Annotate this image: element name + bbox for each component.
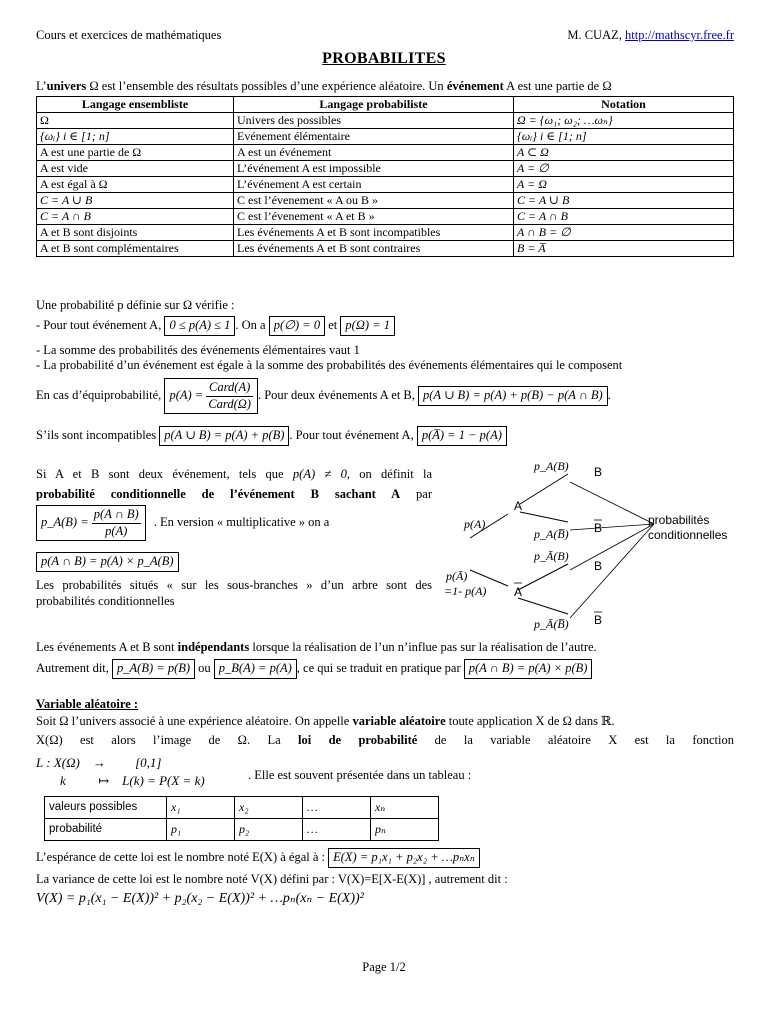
tree-label-pA-B: p_A(B) — [534, 459, 569, 473]
table-row: valeurs possibles x₁ x₂ … xₙ — [45, 797, 439, 819]
indep-box-2: p_B(A) = p(A) — [214, 659, 297, 679]
rv-heading: Variable aléatoire : — [36, 697, 139, 711]
multiplicative-box: p(A ∩ B) = p(A) × p_A(B) — [36, 552, 179, 572]
page-header — [36, 28, 734, 44]
pointer-line — [570, 524, 654, 570]
tree-label-pnotA-expr: =1- p(A) — [444, 584, 487, 598]
branch-A-B — [520, 474, 568, 504]
author-block — [567, 28, 734, 44]
col-header-ensembliste: Langage ensembliste — [37, 97, 234, 113]
union-formula-box: p(A ∪ B) = p(A) + p(B) − p(A ∩ B) — [418, 386, 608, 406]
table-row: A et B sont complémentaires Les événements A et B sont contraires B = A̅ — [37, 241, 734, 257]
table-row: A et B sont disjoints Les événements A et B sont incompatibles A ∩ B = ∅ — [37, 225, 734, 241]
expectation-line: L’espérance de cette loi est le nombre noté E(X) à égal à : E(X) = p₁x₁ + p₂x₂ + …pₙxₙ — [36, 848, 734, 868]
cond-note-1: Les probabilités situés « sur les sous-branches » d’un arbre sont des — [36, 578, 432, 592]
cond-note-2: probabilités conditionnelles — [36, 594, 175, 608]
cond-line-2: probabilité conditionnelle de l’événement B sachant A par — [36, 487, 432, 501]
table-row: {ωᵢ} i ∈ [1; n] Evénement élémentaire {ωᵢ} i ∈ [1; n] — [37, 129, 734, 145]
values-table — [44, 796, 439, 841]
universe-prob-box: p(Ω) = 1 — [340, 316, 395, 336]
variance-def: La variance de cette loi est le nombre noté V(X) défini par : V(X)=E[X-E(X)] , autrement dit : — [36, 872, 508, 886]
prob-item-1: - Pour tout événement A, 0 ≤ p(A) ≤ 1 . On a p(∅) = 0 et p(Ω) = 1 — [36, 316, 734, 336]
bound-box: 0 ≤ p(A) ≤ 1 — [164, 316, 235, 336]
branch-notA-notB — [518, 598, 568, 614]
definitions-table — [36, 96, 734, 257]
probability-tree — [436, 452, 736, 632]
prob-item-2: - La somme des probabilités des événements élémentaires vaut 1 — [36, 343, 360, 357]
page-title: PROBABILITES — [322, 50, 446, 67]
equiprob-line: En cas d’équiprobabilité, p(A) = $\frac{\text{Card(A)}}{\text{Card(Ω)}}$ . Pour deux événements A et B, p(A ∪ B) = p(A) + p(B) − p(A ∩ B) . — [36, 378, 734, 414]
table-row: A est égal à Ω L’événement A est certain A = Ω — [37, 177, 734, 193]
pointer-line — [570, 482, 654, 524]
branch-A-notB — [520, 512, 568, 522]
cond-def-line: p_A(B) = $\frac{p(A \cap B)}{p(A)}$ . En version « multiplicative » on a — [36, 505, 432, 541]
mult-line — [36, 552, 179, 572]
tree-node-B-2: B — [594, 559, 603, 573]
rv-line-1: Soit Ω l’univers associé à une expérience aléatoire. On appelle variable aléatoire toute application X de Ω dans ℝ. — [36, 714, 615, 728]
tree-label-pnotA-notB: p_Ā(B̅) — [534, 617, 569, 631]
map-line-1: L : X(Ω) → [0,1] — [36, 755, 162, 770]
complement-box: p(A̅) = 1 − p(A) — [417, 426, 507, 446]
table-row: probabilité p₁ p₂ … pₙ — [45, 819, 439, 841]
branch-notA-B — [518, 564, 568, 590]
map-line-2: k ↦ L(k) = P(X = k) — [60, 773, 205, 788]
author-name: M. CUAZ, — [567, 28, 625, 42]
prob-item-3: - La probabilité d’un événement est égale à la somme des probabilités des événements élémentaires qui le composent — [36, 358, 623, 372]
expectation-box: E(X) = p₁x₁ + p₂x₂ + …pₙxₙ — [328, 848, 480, 868]
table-row: A est vide L’événement A est impossible A = ∅ — [37, 161, 734, 177]
empty-prob-box: p(∅) = 0 — [269, 316, 325, 336]
table-header-row — [37, 97, 734, 113]
tree-annotation-line1: probabilités — [648, 513, 710, 527]
evenement-term: événement — [446, 79, 504, 93]
course-title: Cours et exercices de mathématiques — [36, 28, 222, 42]
page-number: Page 1/2 — [362, 960, 406, 974]
map-tail: . Elle est souvent présentée dans un tableau : — [248, 768, 472, 782]
tree-label-pnotA-B: p_Ā(B) — [534, 549, 569, 563]
pointer-line — [570, 524, 654, 618]
tree-label-pnotA: p(Ā) — [446, 569, 468, 583]
intro-paragraph: L’univers Ω est l’ensemble des résultats possibles d’une expérience aléatoire. Un événement A est une partie de Ω — [36, 79, 612, 93]
rv-line-2: X(Ω) est alors l’image de Ω. La loi de probabilité de la variable aléatoire X est la fonction — [36, 733, 734, 747]
tree-annotation-line2: conditionnelles — [648, 528, 728, 542]
indep-line-2: Autrement dit, p_A(B) = p(B) ou p_B(A) = p(A) , ce qui se traduit en pratique par p(A ∩ B) = p(A) × p(B) — [36, 659, 734, 679]
col-header-notation: Notation — [514, 97, 734, 113]
conditional-def-box: p_A(B) = $\frac{p(A \cap B)}{p(A)}$ — [36, 505, 146, 541]
pointer-line — [570, 524, 654, 530]
tree-node-notA: A — [514, 585, 523, 599]
cond-line-1: Si A et B sont deux événement, tels que p(A) ≠ 0, on définit la — [36, 467, 432, 481]
tree-node-notB-1: B — [594, 521, 603, 535]
variance-formula: V(X) = p₁(x₁ − E(X))² + p₂(x₂ − E(X))² + …pₙ(xₙ − E(X))² — [36, 891, 364, 906]
tree-node-A: A — [514, 499, 523, 513]
table-row: Ω Univers des possibles Ω = {ω₁; ω₂; …ωₙ} — [37, 113, 734, 129]
incompatible-box: p(A ∪ B) = p(A) + p(B) — [159, 426, 289, 446]
table-row: C = A ∪ B C est l’évenement « A ou B » C = A ∪ B — [37, 193, 734, 209]
tree-label-pA: p(A) — [464, 517, 486, 531]
incompatible-line: S’ils sont incompatibles p(A ∪ B) = p(A) + p(B) . Pour tout événement A, p(A̅) = 1 − p(A) — [36, 426, 734, 446]
equiprob-box: p(A) = $\frac{\text{Card(A)}}{\text{Card(Ω)}}$ — [164, 378, 258, 414]
univers-term: univers — [46, 79, 87, 93]
tree-label-pA-notB: p_A(B̅) — [534, 527, 569, 541]
website-link[interactable]: http://mathscyr.free.fr — [625, 28, 734, 42]
tree-node-notB-2: B — [594, 613, 603, 627]
indep-line-1: Les événements A et B sont indépendants lorsque la réalisation de l’un n’influe pas sur la réalisation de l’autre. — [36, 640, 597, 654]
prob-def: Une probabilité p définie sur Ω vérifie : — [36, 298, 235, 312]
table-row: C = A ∩ B C est l’évenement « A et B » C = A ∩ B — [37, 209, 734, 225]
table-row: A est une partie de Ω A est un événement A ⊂ Ω — [37, 145, 734, 161]
indep-box-1: p_A(B) = p(B) — [112, 659, 195, 679]
col-header-probabiliste: Langage probabiliste — [234, 97, 514, 113]
indep-box-3: p(A ∩ B) = p(A) × p(B) — [464, 659, 593, 679]
tree-node-B-1: B — [594, 465, 603, 479]
